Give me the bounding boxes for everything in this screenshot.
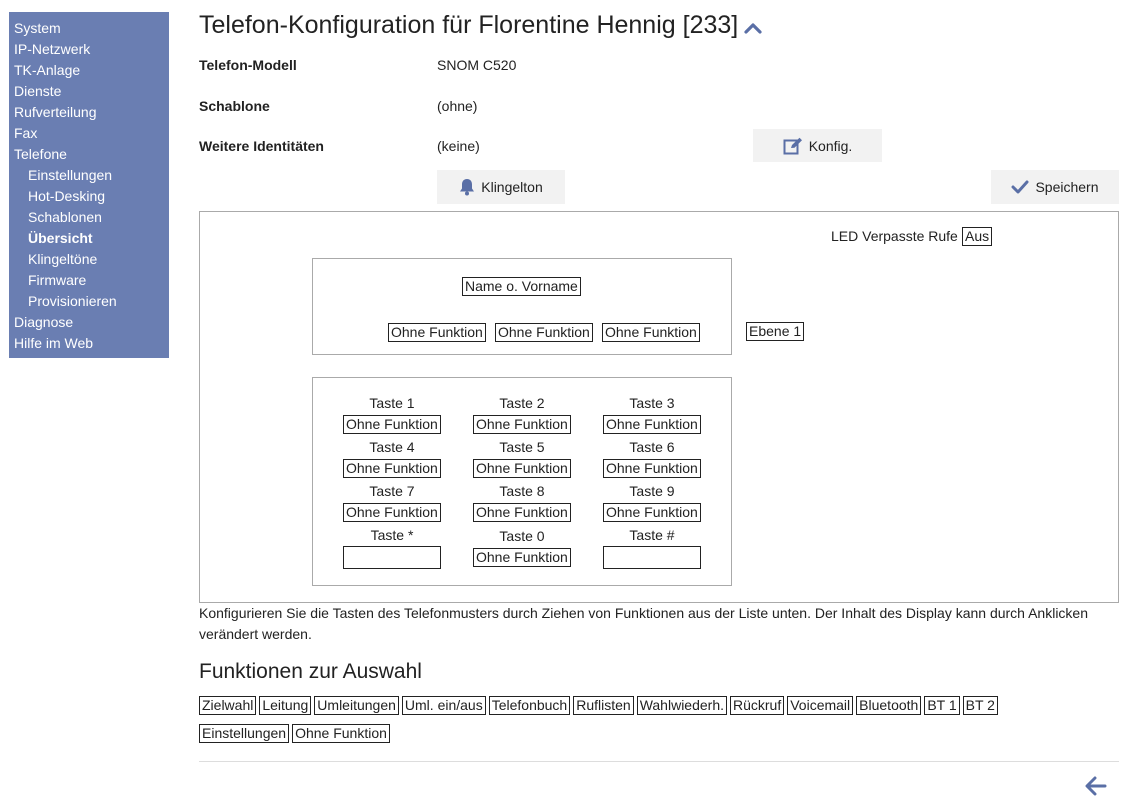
function-item[interactable]: Zielwahl [199, 696, 256, 715]
key-slot[interactable]: Ohne Funktion [473, 548, 571, 567]
key-label: Taste 1 [369, 395, 415, 411]
key-label: Taste 2 [499, 395, 545, 411]
function-item[interactable]: Rückruf [730, 696, 784, 715]
key-label: Taste 5 [499, 439, 545, 455]
sidebar-item-fax[interactable]: Fax [14, 125, 38, 141]
sidebar-item-telefone[interactable]: Telefone [14, 146, 67, 162]
check-icon [1011, 180, 1029, 194]
function-item[interactable]: Uml. ein/aus [402, 696, 486, 715]
sidebar-item-dienste[interactable]: Dienste [14, 83, 62, 99]
function-item[interactable]: Wahlwiederh. [637, 696, 727, 715]
identities-label: Weitere Identitäten [199, 138, 324, 154]
sidebar-item-klingeltoene[interactable]: Klingeltöne [28, 251, 98, 267]
bell-icon [459, 178, 475, 196]
softkey-2[interactable]: Ohne Funktion [495, 323, 593, 342]
function-item[interactable]: BT 2 [963, 696, 998, 715]
sidebar-item-provisionieren[interactable]: Provisionieren [28, 293, 117, 309]
edit-icon [783, 137, 803, 155]
key-slot[interactable]: Ohne Funktion [603, 415, 701, 434]
config-button[interactable] [753, 129, 882, 162]
key-slot[interactable]: Ohne Funktion [473, 415, 571, 434]
key-label: Taste # [629, 527, 675, 543]
function-item[interactable]: Bluetooth [856, 696, 921, 715]
ringtone-button[interactable] [437, 170, 565, 204]
model-label: Telefon-Modell [199, 57, 297, 73]
function-item[interactable]: Leitung [259, 696, 311, 715]
key-slot-empty[interactable] [603, 546, 701, 569]
model-value: SNOM C520 [437, 57, 517, 73]
key-slot[interactable]: Ohne Funktion [343, 415, 441, 434]
sidebar-item-hot-desking[interactable]: Hot-Desking [28, 188, 106, 204]
function-item[interactable]: Telefonbuch [489, 696, 571, 715]
led-missed-calls-label: LED Verpasste Rufe [831, 228, 958, 244]
sidebar-item-ip-netzwerk[interactable]: IP-Netzwerk [14, 41, 91, 57]
softkey-1[interactable]: Ohne Funktion [388, 323, 486, 342]
page-title [199, 11, 762, 41]
key-label: Taste * [370, 527, 414, 543]
function-item[interactable]: BT 1 [924, 696, 959, 715]
key-label: Taste 8 [499, 483, 545, 499]
template-label: Schablone [199, 98, 270, 114]
function-item[interactable]: Voicemail [787, 696, 853, 715]
display-name-field[interactable]: Name o. Vorname [462, 277, 581, 296]
key-slot[interactable]: Ohne Funktion [473, 459, 571, 478]
level-button[interactable]: Ebene 1 [746, 322, 804, 341]
sidebar-item-tk-anlage[interactable]: TK-Anlage [14, 62, 81, 78]
key-slot[interactable]: Ohne Funktion [343, 459, 441, 478]
divider [199, 761, 1119, 762]
function-item[interactable]: Ruflisten [573, 696, 633, 715]
key-slot[interactable]: Ohne Funktion [603, 459, 701, 478]
ringtone-button-label: Klingelton [481, 179, 543, 195]
sidebar-item-rufverteilung[interactable]: Rufverteilung [14, 104, 97, 120]
sidebar-item-system[interactable]: System [14, 20, 61, 36]
sidebar-item-einstellungen[interactable]: Einstellungen [28, 167, 113, 183]
key-slot[interactable]: Ohne Funktion [603, 503, 701, 522]
functions-heading: Funktionen zur Auswahl [199, 660, 422, 683]
key-label: Taste 9 [629, 483, 675, 499]
template-value: (ohne) [437, 98, 478, 114]
key-slot[interactable]: Ohne Funktion [343, 503, 441, 522]
save-button-label: Speichern [1035, 179, 1099, 195]
softkey-3[interactable]: Ohne Funktion [602, 323, 700, 342]
sidebar-item-firmware[interactable]: Firmware [28, 272, 87, 288]
functions-list [199, 696, 1119, 752]
config-button-label: Konfig. [808, 137, 853, 154]
identities-value: (keine) [437, 138, 480, 154]
key-label: Taste 7 [369, 483, 415, 499]
key-label: Taste 3 [629, 395, 675, 411]
key-label: Taste 4 [369, 439, 415, 455]
sidebar [9, 12, 169, 358]
sidebar-item-uebersicht[interactable]: Übersicht [28, 230, 93, 246]
save-button[interactable] [991, 170, 1119, 204]
function-item[interactable]: Umleitungen [314, 696, 399, 715]
chevron-up-icon[interactable] [744, 12, 762, 41]
key-label: Taste 0 [499, 528, 545, 544]
sidebar-item-diagnose[interactable]: Diagnose [14, 314, 74, 330]
function-item[interactable]: Ohne Funktion [292, 724, 390, 743]
sidebar-item-hilfe-im-web[interactable]: Hilfe im Web [14, 335, 94, 351]
page-title-text: Telefon-Konfiguration für Florentine Hennig [233] [199, 11, 739, 39]
sidebar-item-schablonen[interactable]: Schablonen [28, 209, 102, 225]
key-slot[interactable]: Ohne Funktion [473, 503, 571, 522]
arrow-left-icon[interactable] [1085, 776, 1107, 799]
key-slot-empty[interactable] [343, 546, 441, 569]
function-item[interactable]: Einstellungen [199, 724, 289, 743]
led-missed-calls-value[interactable]: Aus [962, 227, 992, 246]
instructions-text: Konfigurieren Sie die Tasten des Telefonmusters durch Ziehen von Funktionen aus der Liste unten. Der Inhalt des Display kann durch Anklicken verändert werden. [199, 605, 1089, 642]
key-label: Taste 6 [629, 439, 675, 455]
